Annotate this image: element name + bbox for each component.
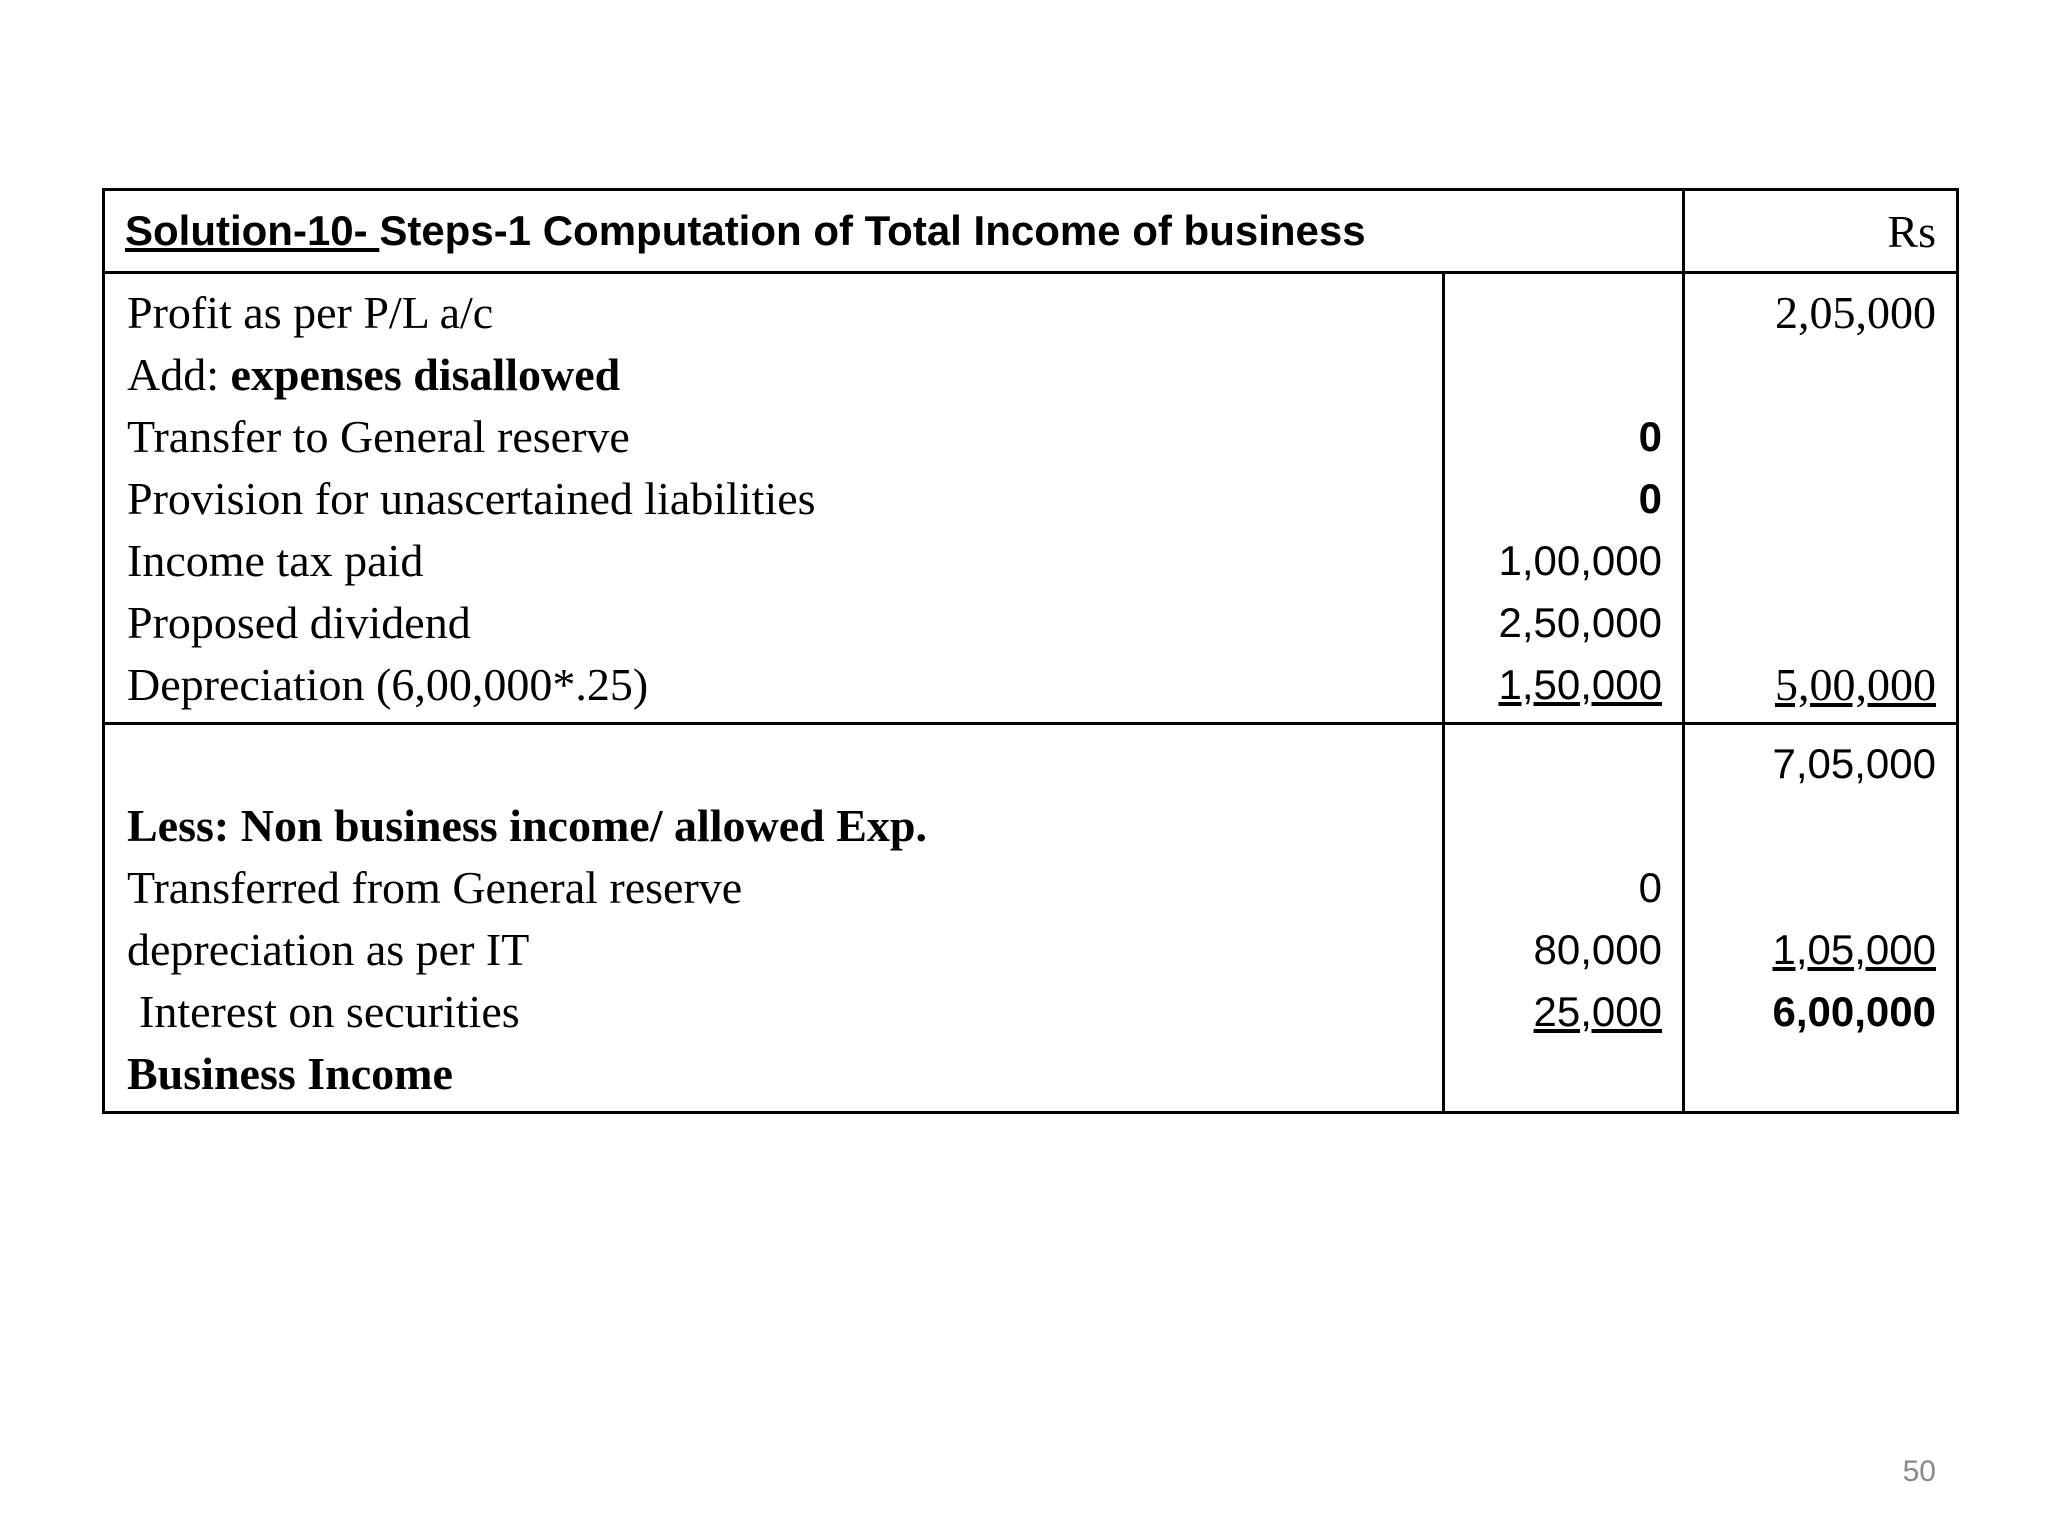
amount-cell: 1,00,000 [1498, 537, 1662, 584]
total-cell [1685, 795, 1936, 857]
total-cell [1685, 406, 1936, 468]
total-cell: 5,00,000 [1775, 659, 1936, 710]
desc-income-tax: Income tax paid [127, 535, 424, 586]
desc-proposed-dividend: Proposed dividend [127, 597, 471, 648]
amount-cell: 25,000 [1533, 988, 1662, 1035]
title-underlined-part: Solution-10- [125, 207, 380, 254]
amount-cell [1445, 344, 1662, 406]
total-cell: 1,05,000 [1772, 926, 1936, 973]
amount-cell: 0 [1638, 864, 1662, 911]
desc-interest-securities: Interest on securities [139, 986, 520, 1037]
total-cell [1685, 468, 1936, 530]
table-header-row [104, 190, 1958, 273]
business-income-total: 6,00,000 [1772, 988, 1936, 1035]
section2-totals [1684, 724, 1958, 1113]
currency-header: Rs [1684, 190, 1958, 273]
desc-less-heading: Less: Non business income/ allowed Exp. [127, 800, 928, 851]
desc-business-income: Business Income [127, 1048, 453, 1099]
total-cell [1685, 592, 1936, 654]
section1-amounts [1444, 273, 1684, 724]
desc-depreciation-it: depreciation as per IT [127, 924, 530, 975]
total-cell: 2,05,000 [1775, 287, 1936, 338]
page-number: 50 [1902, 1455, 1936, 1488]
total-cell [1685, 530, 1936, 592]
desc-blank [127, 733, 1442, 795]
amount-cell [1445, 733, 1662, 795]
desc-transferred-reserve: Transferred from General reserve [127, 862, 743, 913]
amount-cell [1445, 282, 1662, 344]
amount-cell: 1,50,000 [1498, 661, 1662, 708]
section-add-expenses [104, 273, 1958, 724]
table-title [104, 190, 1684, 273]
amount-cell [1445, 795, 1662, 857]
desc-add-expenses: Add: expenses disallowed [127, 349, 621, 400]
amount-cell [1445, 1043, 1662, 1105]
total-cell [1685, 344, 1936, 406]
total-cell: 7,05,000 [1772, 740, 1936, 787]
total-cell [1685, 1043, 1936, 1105]
amount-cell: 2,50,000 [1498, 599, 1662, 646]
desc-provision: Provision for unascertained liabilities [127, 473, 816, 524]
desc-profit: Profit as per P/L a/c [127, 287, 494, 338]
desc-general-reserve: Transfer to General reserve [127, 411, 630, 462]
total-cell [1685, 857, 1936, 919]
section1-totals [1684, 273, 1958, 724]
section2-descriptions [104, 724, 1444, 1113]
section2-amounts [1444, 724, 1684, 1113]
section1-descriptions [104, 273, 1444, 724]
desc-depreciation: Depreciation (6,00,000*.25) [127, 659, 649, 710]
computation-table [102, 188, 1959, 1114]
amount-cell: 0 [1638, 413, 1662, 460]
section-less-income [104, 724, 1958, 1113]
amount-cell: 80,000 [1533, 926, 1662, 973]
amount-cell: 0 [1638, 475, 1662, 522]
title-rest: Steps-1 Computation of Total Income of business [379, 207, 1366, 254]
